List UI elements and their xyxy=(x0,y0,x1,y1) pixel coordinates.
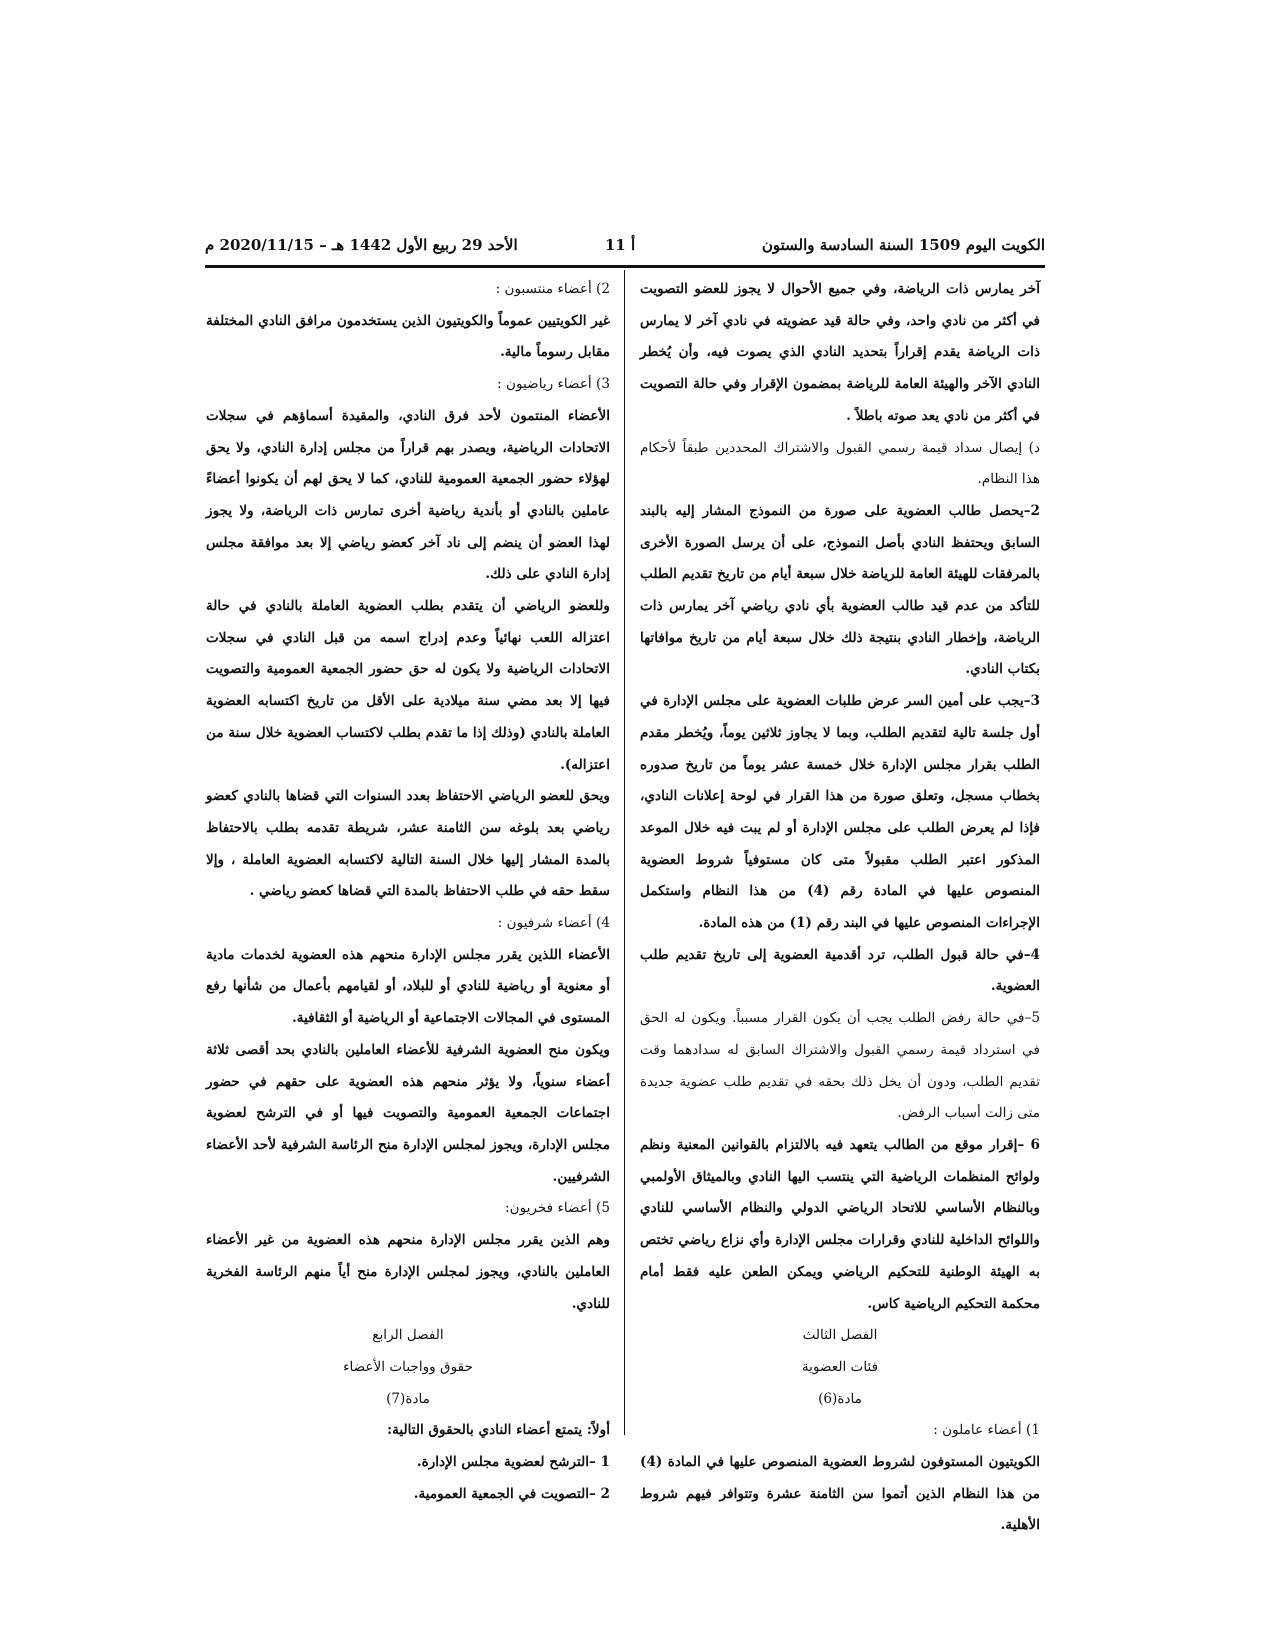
paragraph: 4–في حالة قبول الطلب، ترد أقدمية العضوية إلى تاريخ تقديم طلب العضوية. xyxy=(640,946,1040,995)
column-divider xyxy=(624,270,625,1435)
paragraph: 5–في حالة رفض الطلب يجب أن يكون القرار مسبباً. ويكون له الحق في استرداد قيمة رسمي القبول والاشتراك السابق له سدادهما وقت تقديم الطلب، ودون أن يخل ذلك بحقه في تقديم طلب عضوية جديدة متى زالت أسباب الرفض. xyxy=(640,1010,1040,1122)
paragraph: أولاً: يتمتع أعضاء النادي بالحقوق التالية: xyxy=(387,1422,610,1439)
section-heading: 3) أعضاء رياضيون : xyxy=(497,376,610,393)
list-item: 2 –التصويت في الجمعية العمومية. xyxy=(413,1485,610,1502)
paragraph: وللعضو الرياضي أن يتقدم بطلب العضوية العاملة بالنادي في حالة اعتزاله اللعب نهائياً وعدم إدراج اسمه من قبل النادي في سجلات الاتحادات الرياضية ولا يكون له حق حضور الجمعية العمومية والتصويت فيها إلا بعد مضي سنة ميلادية على الأقل من تاريخ اكتسابه العضوية العاملة بالنادي (وذلك إذا ما تقدم بطلب لاكتساب العضوية خلال سنة من اعتزاله). xyxy=(206,598,610,773)
paragraph: آخر يمارس ذات الرياضة، وفي جميع الأحوال لا يجوز للعضو التصويت في أكثر من نادي واحد، وفي حالة قيد عضويته في نادي آخر لا يمارس ذات الرياضة يقدم إقراراً بتحديد النادي الذي يصوت فيه، وأن يُخطر النادي الآخر والهيئة العامة للرياضة بمضمون الإقرار وفي حالة التصويت في أكثر من نادي يعد صوته باطلاً . xyxy=(640,281,1040,424)
list-item: 1 –الترشح لعضوية مجلس الإدارة. xyxy=(416,1454,610,1471)
header-rule xyxy=(205,265,1045,268)
section-heading: 4) أعضاء شرفيون : xyxy=(497,915,610,932)
paragraph: الأعضاء اللذين يقرر مجلس الإدارة منحهم هذه العضوية لخدمات مادية أو معنوية أو رياضية للنادي أو للبلاد، أو لقيامهم بأعمال من شأنها رفع المستوى في المجالات الاجتماعية أو الرياضية أو الثقافية. xyxy=(206,946,610,1027)
article-number: مادة(7) xyxy=(386,1390,430,1407)
paragraph: ويكون منح العضوية الشرفية للأعضاء العاملين بالنادي بحد أقصى ثلاثة أعضاء سنوياً، ولا يؤثر منحهم هذه العضوية على حقهم في حضور اجتماعات الجمعية العمومية والتصويت فيها أو في الترشح لعضوية مجلس الإدارة، ويجوز لمجلس الإدارة منح الرئاسة الشرفية لأحد الأعضاء الشرفيين. xyxy=(206,1041,610,1185)
right-column xyxy=(640,274,1040,1542)
paragraph: 2–يحصل طالب العضوية على صورة من النموذج المشار إليه بالبند السابق ويحتفظ النادي بأصل النموذج، على أن يرسل الصورة الأخرى بالمرفقات للهيئة العامة للرياضة خلال سبعة أيام من تاريخ تقديم الطلب للتأكد من عدم قيد طالب العضوية بأي نادي رياضي آخر يمارس ذات الرياضة، وإخطار النادي بنتيجة ذلك خلال سبعة أيام من تاريخ موافاتها بكتاب النادي. xyxy=(640,502,1040,678)
paragraph: الأعضاء المنتمون لأحد فرق النادي، والمقيدة أسماؤهم في سجلات الاتحادات الرياضية، ويصدر بهم قراراً من مجلس إدارة النادي، ولا يحق لهؤلاء حضور الجمعية العمومية للنادي، كما لا يحق لهم أن يكونوا أعضاءً عاملين بالنادي أو بأندية رياضية أخرى تمارس ذات الرياضة، ولا يجوز لهذا العضو أن ينضم إلى ناد آخر كعضو رياضي إلا بعد موافقة مجلس إدارة النادي على ذلك. xyxy=(206,407,610,583)
left-column xyxy=(206,274,610,1510)
page-number: أ 11 xyxy=(604,236,636,254)
section-heading: 5) أعضاء فخريون: xyxy=(505,1200,610,1217)
paragraph: د) إيصال سداد قيمة رسمي القبول والاشتراك المحددين طبقاً لأحكام هذا النظام. xyxy=(640,439,1040,488)
chapter-title: الفصل الثالث xyxy=(802,1327,878,1344)
paragraph: ويحق للعضو الرياضي الاحتفاظ بعدد السنوات التي قضاها بالنادي كعضو رياضي بعد بلوغه سن الثامنة عشر، شريطة تقدمه بطلب بالاحتفاظ بالمدة المشار إليها خلال السنة التالية لاكتسابه العضوية العاملة ، وإلا سقط حقه في طلب الاحتفاظ بالمدة التي قضاها كعضو رياضي . xyxy=(206,788,610,900)
paragraph: 3–يجب على أمين السر عرض طلبات العضوية على مجلس الإدارة في أول جلسة تالية لتقديم الطلب، وبما لا يجاوز ثلاثين يوماً، ويُخطر مقدم الطلب بقرار مجلس الإدارة خلال خمسة عشر يوماً من تاريخ صدوره بخطاب مسجل، وتعلق صورة من هذا القرار في لوحة إعلانات النادي، فإذا لم يعرض الطلب على مجلس الإدارة أو لم يبت فيه خلال الموعد المذكور اعتبر الطلب مقبولاً متى كان مستوفياً شروط العضوية المنصوص عليها في المادة رقم (4) من هذا النظام واستكمل الإجراءات المنصوص عليها في البند رقم (1) من هذه المادة. xyxy=(640,693,1041,932)
paragraph: 6 –إقرار موقع من الطالب يتعهد فيه بالالتزام بالقوانين المعنية ونظم ولوائح المنظمات الرياضية التي ينتسب اليها النادي وبالميثاق الأولمبي وبالنظام الأساسي للاتحاد الرياضي الدولي والنظام الأساسي للنادي واللوائح الداخلية للنادي وقرارات مجلس الإدارة وأي نزاع رياضي تختص به الهيئة الوطنية للتحكيم الرياضي ويمكن الطعن عليه فقط أمام محكمة التحكيم الرياضية كاس. xyxy=(640,1136,1040,1312)
section-heading: 1) أعضاء عاملون : xyxy=(933,1422,1040,1439)
chapter-subtitle: حقوق وواجبات الأعضاء xyxy=(343,1358,473,1375)
paragraph: الكويتيون المستوفون لشروط العضوية المنصوص عليها في المادة (4) من هذا النظام الذين أتموا سن الثامنة عشرة وتتوافر فيهم شروط الأهلية. xyxy=(640,1454,1040,1534)
article-number: مادة(6) xyxy=(818,1390,862,1407)
paragraph: وهم الذين يقرر مجلس الإدارة منحهم هذه العضوية من غير الأعضاء العاملين بالنادي، ويجوز لمجلس الإدارة منح أياً منهم الرئاسة الفخرية للنادي. xyxy=(206,1232,610,1312)
paragraph: غير الكويتيين عموماً والكويتيون الذين يستخدمون مرافق النادي المختلفة مقابل رسوماً مالية. xyxy=(206,312,610,361)
gazette-issue: الكويت اليوم 1509 السنة السادسة والستون xyxy=(761,236,1045,254)
chapter-title: الفصل الرابع xyxy=(372,1327,444,1344)
page-header xyxy=(205,236,1045,262)
issue-date: الأحد 29 ربيع الأول 1442 هـ – 2020/11/15 م xyxy=(205,236,518,254)
chapter-subtitle: فئات العضوية xyxy=(801,1358,879,1375)
section-heading: 2) أعضاء منتسبون : xyxy=(495,281,610,297)
